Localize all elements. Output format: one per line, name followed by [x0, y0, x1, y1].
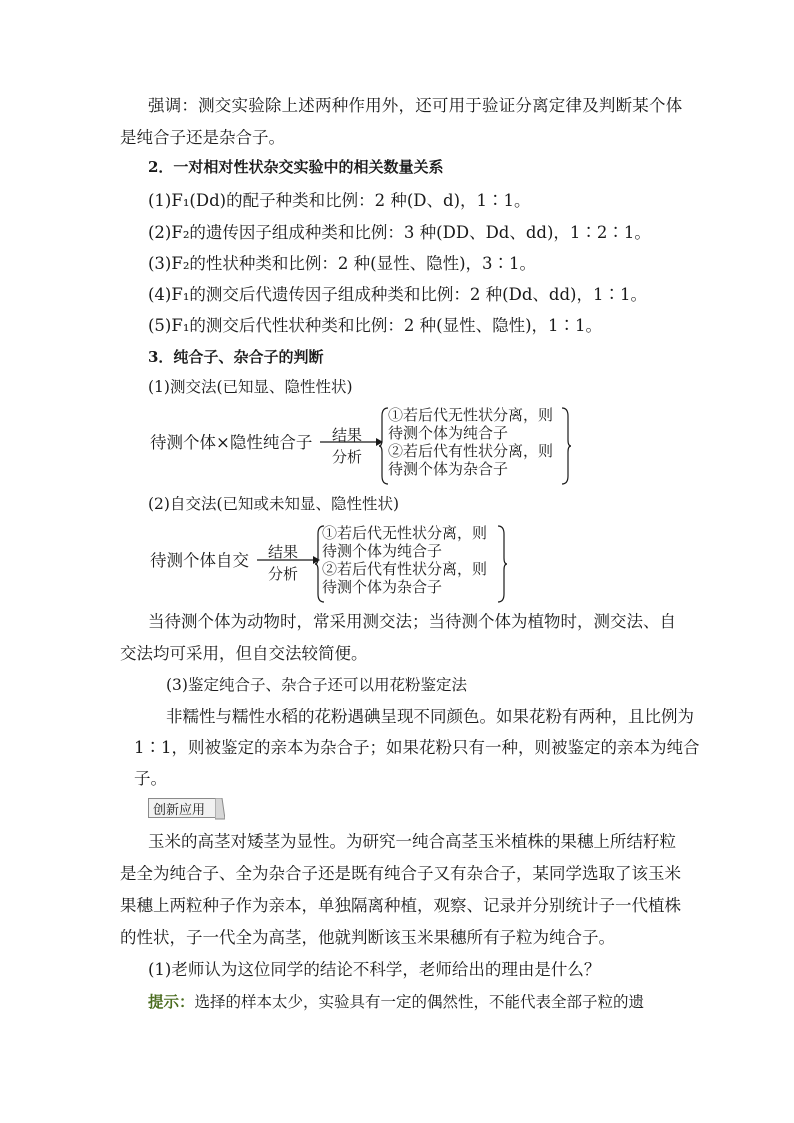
method3-line-3: 子。: [134, 769, 167, 788]
method1-outcome-4: 待测个体为杂合子: [388, 460, 509, 478]
section3-heading: 3．纯合子、杂合子的判断: [148, 348, 324, 366]
badge-corner-icon: [215, 798, 225, 820]
intro-line-1: 强调：测交实验除上述两种作用外，还可用于验证分离定律及判断某个体: [148, 96, 683, 115]
method2-left-text: 待测个体自交: [150, 551, 249, 570]
innovation-para-1: 玉米的高茎对矮茎为显性。为研究一纯合高茎玉米植株的果穗上所结籽粒: [148, 832, 676, 851]
section2-item-1: (1)F₁(Dd)的配子种类和比例：2 种(D、d)，1∶1。: [148, 191, 531, 210]
hint-label: 提示：: [148, 992, 195, 1011]
method2-outcome-4: 待测个体为杂合子: [322, 578, 443, 596]
note-line-1: 当待测个体为动物时，常采用测交法；当待测个体为植物时，测交法、自: [148, 612, 676, 631]
method2-right-brace-icon: [496, 524, 508, 604]
method2-outcome-2: 待测个体为纯合子: [322, 542, 443, 560]
section2-item-2: (2)F₂的遗传因子组成种类和比例：3 种(DD、Dd、dd)，1∶2∶1。: [148, 223, 651, 242]
method1-outcome-1: ①若后代无性状分离，则: [388, 406, 554, 424]
method2-outcome-1: ①若后代无性状分离，则: [322, 524, 488, 542]
innovation-para-2: 是全为纯合子、全为杂合子还是既有纯合子又有杂合子，某同学选取了该玉米: [120, 864, 681, 883]
method3-line-2: 1∶1，则被鉴定的亲本为杂合子；如果花粉只有一种，则被鉴定的亲本为纯合: [134, 738, 700, 757]
method1-outcome-3: ②若后代有性状分离，则: [388, 442, 554, 460]
intro-line-2: 是纯合子还是杂合子。: [120, 128, 285, 147]
section2-item-5: (5)F₁的测交后代性状种类和比例：2 种(显性、隐性)，1∶1。: [148, 316, 603, 335]
note-line-2: 交法均可采用，但自交法较简便。: [120, 644, 368, 663]
method1-outcome-2: 待测个体为纯合子: [388, 424, 509, 442]
method3-line-1: 非糯性与糯性水稻的花粉遇碘呈现不同颜色。如果花粉有两种，且比例为: [166, 707, 694, 726]
innovation-question: (1)老师认为这位同学的结论不科学，老师给出的理由是什么？: [148, 960, 601, 979]
innovation-para-3: 果穗上两粒种子作为亲本，单独隔离种植，观察、记录并分别统计子一代植株: [120, 896, 681, 915]
innovation-hint: [148, 994, 644, 1011]
method1-arrow-top: 结果: [332, 426, 363, 444]
method1-left-text: 待测个体×隐性纯合子: [150, 433, 313, 452]
section2-item-3: (3)F₂的性状种类和比例：2 种(显性、隐性)，3∶1。: [148, 254, 537, 273]
hint-text: 选择的样本太少，实验具有一定的偶然性，不能代表全部子粒的遗: [194, 993, 645, 1011]
section2-heading: 2．一对相对性状杂交实验中的相关数量关系: [148, 158, 444, 176]
method1-right-brace-icon: [560, 406, 572, 486]
innovation-para-4: 的性状，子一代全为高茎，他就判断该玉米果穗所有子粒为纯合子。: [120, 928, 615, 947]
method1-title: (1)测交法(已知显、隐性性状): [148, 378, 353, 396]
section2-item-4: (4)F₁的测交后代遗传因子组成种类和比例：2 种(Dd、dd)，1∶1。: [148, 285, 647, 304]
method1-arrow-bottom: 分析: [332, 448, 363, 466]
innovation-badge: 创新应用: [148, 798, 222, 818]
method2-arrow-top: 结果: [268, 543, 299, 561]
method2-outcome-3: ②若后代有性状分离，则: [322, 560, 488, 578]
method2-arrow-bottom: 分析: [268, 565, 299, 583]
method2-title: (2)自交法(已知或未知显、隐性性状): [148, 495, 400, 513]
method3-title: (3)鉴定纯合子、杂合子还可以用花粉鉴定法: [166, 676, 467, 694]
